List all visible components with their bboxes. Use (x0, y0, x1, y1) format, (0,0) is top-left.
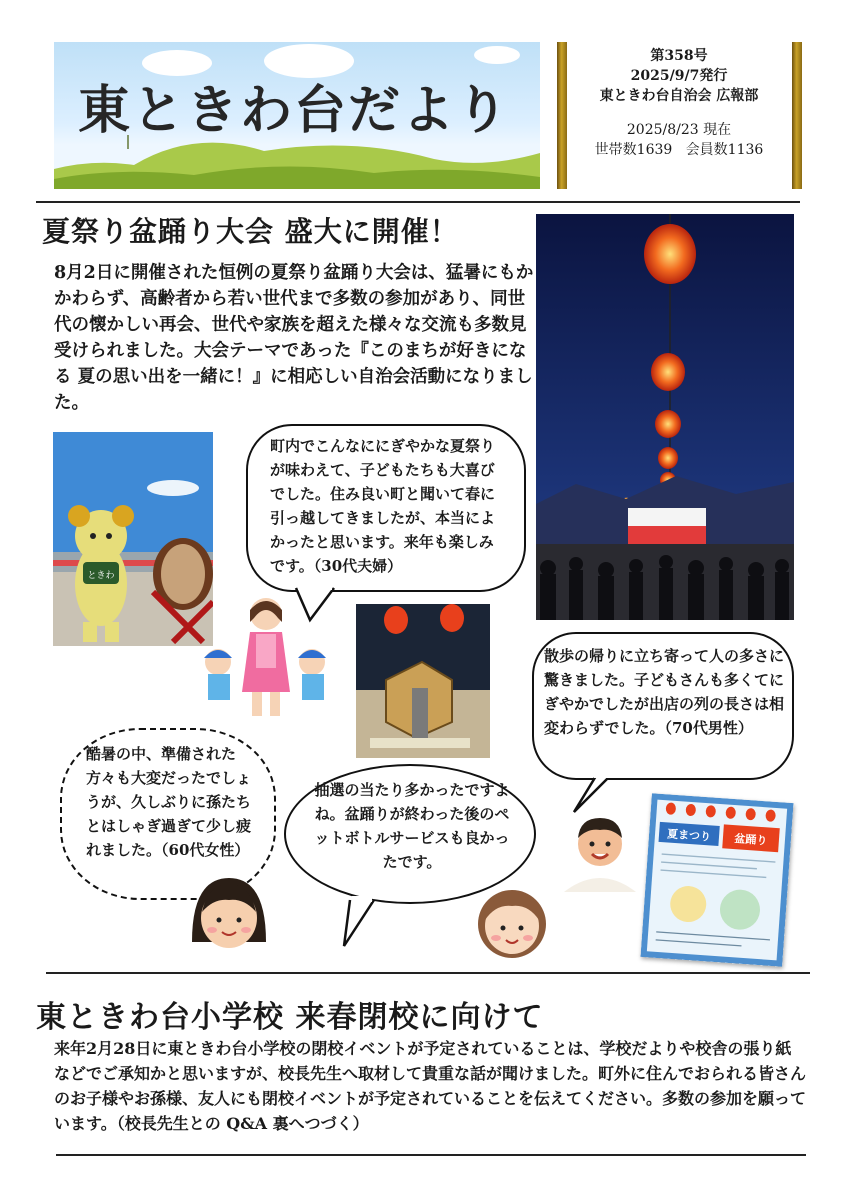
issue-number: 第358号 (650, 48, 708, 64)
poster-title-left: 夏まつり (666, 827, 712, 844)
mascot-sash-text: ときわ (87, 571, 115, 581)
article2-headline: 東ときわ台小学校 来春閉校に向けて (36, 1000, 544, 1035)
woman-illustration (188, 872, 270, 948)
article2-body: 来年2月28日に東ときわ台小学校の閉校イベントが予定されていることは、学校だよりや校舎の張り紙などでご承知かと思いますが、校長先生へ取材して貴重な話が聞けました。町外に住んでおられる皆さんのお子様やお孫様、友人にも閉校イベントが予定されていることを伝えてください。多数の参加を願っています。（校長先生との Q&A 裏へつづく） (54, 1039, 807, 1133)
mascot-taiko-photo (53, 432, 213, 646)
comment-couple-text: 町内でこんなににぎやかな夏祭りが味わえて、子どもたちも大喜びでした。住み良い町と聞いて春に引っ越してきましたが、本当によかったと思います。来年も楽しみです。（30代夫婦） (270, 437, 496, 575)
household-count: 世帯数1639 (594, 142, 673, 158)
household-stats (566, 140, 792, 160)
comment-lottery-text: 抽選の当たり多かったですよね。盆踊りが終わった後のペットボトルサービスも良かったです。 (314, 781, 510, 871)
man-illustration (560, 808, 640, 892)
bottom-rule (56, 1154, 806, 1156)
issue-date: 2025/9/7発行 (630, 68, 728, 84)
poster-title-right: 盆踊り (733, 832, 768, 848)
mother-children-illustration (194, 592, 344, 722)
publisher: 東ときわ台自治会 広報部 (599, 88, 759, 104)
comment-woman-text: 酷暑の中、準備された方々も大変だったでしょうが、久しぶりに孫たちとはしゃぎ過ぎて少し疲れました。（60代女性） (86, 745, 252, 859)
middle-rule (46, 972, 810, 974)
lottery-machine-photo (356, 604, 490, 758)
comment-man-text: 散歩の帰りに立ち寄って人の多さに驚きました。子どもさんも多くてにぎやかでしたが出店の列の長さは相変わらずでした。（70代男性） (544, 647, 785, 737)
stats-date: 2025/8/23 現在 (626, 122, 732, 138)
member-count: 会員数1136 (685, 142, 764, 158)
festival-poster (640, 793, 793, 967)
lantern-night-photo (536, 214, 794, 620)
comment-bubble-lottery (284, 764, 536, 904)
comment-bubble-man (532, 632, 794, 780)
comment-bubble-couple (246, 424, 526, 592)
newsletter-title: 東ときわ台だより (78, 81, 511, 141)
bubble-tail (334, 896, 384, 950)
article1-lead: 8月2日に開催された恒例の夏祭り盆踊り大会は、猛暑にもかかわらず、高齢者から若い世代まで多数の参加があり、同世代の懐かしい再会、世代や家族を超えた様々な交流も多数見受けられました。大会テーマであった『このまちが好きになる 夏の思い出を一緒に！』に相応しい自治会活動になりました。 (54, 263, 534, 413)
top-rule (36, 201, 800, 203)
girl-illustration (474, 884, 550, 958)
masthead-banner (54, 42, 540, 189)
cloud-decoration (474, 46, 520, 64)
gold-divider-right (792, 42, 802, 189)
article1-headline: 夏祭り盆踊り大会 盛大に開催！ (42, 215, 459, 248)
issue-info (566, 46, 792, 186)
